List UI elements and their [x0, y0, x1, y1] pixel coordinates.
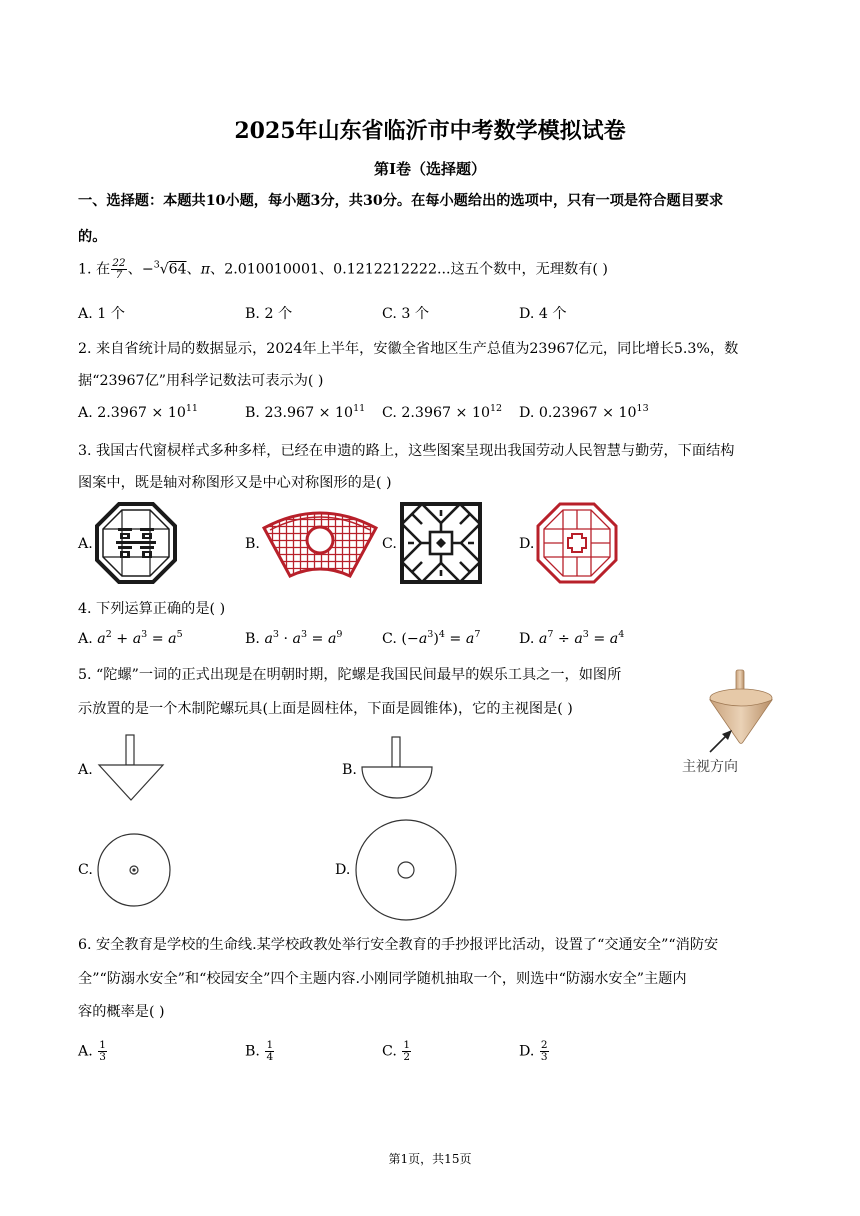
- q2-b-mant: 23.967: [264, 405, 315, 421]
- q4-c-t0: (−: [401, 631, 419, 647]
- q4-d-t2: ÷: [553, 631, 575, 647]
- question-2-line2: 据“23967亿”用科学记数法可表示为( ): [78, 373, 324, 389]
- q1-root-index: 3: [153, 259, 160, 271]
- q6-d-num: 2: [540, 1039, 548, 1051]
- q4-b-t3: a: [292, 631, 301, 647]
- q2-option-d[interactable]: [519, 405, 649, 421]
- q4-d-t0: a: [538, 631, 548, 647]
- question-5-line2: 示放置的是一个木制陀螺玩具(上面是圆柱体，下面是圆锥体)，它的主视图是( ): [78, 701, 573, 717]
- q2-a-mant: 2.3967: [97, 405, 147, 421]
- q4-c-t2: 3: [427, 629, 434, 640]
- q5-option-a-label[interactable]: A.: [78, 762, 93, 778]
- q4-d-t6: a: [609, 631, 619, 647]
- q1-prefix: 1. 在: [78, 261, 111, 278]
- q2-d-exp: 13: [636, 403, 649, 414]
- q5-option-c-figure[interactable]: [96, 832, 172, 908]
- q4-c-t5: =: [444, 631, 466, 647]
- q2-c-label: C.: [382, 405, 402, 421]
- q2-d-label: D.: [519, 405, 539, 421]
- q6-b-num: 1: [266, 1039, 274, 1051]
- page-footer: 第1页，共15页: [388, 1152, 472, 1166]
- q3-option-d-label[interactable]: D.: [519, 536, 535, 552]
- q3-option-a-label[interactable]: A.: [78, 536, 93, 552]
- q6-c-fraction: [402, 1040, 411, 1063]
- q4-b-t4: 3: [300, 629, 308, 640]
- question-6-line1: 6. 安全教育是学校的生命线.某学校政教处举行安全教育的手抄报评比活动，设置了“交通安全”“消防安: [78, 937, 719, 953]
- q2-option-c[interactable]: [382, 405, 502, 421]
- q3-option-b-fan-lattice-figure[interactable]: [262, 502, 378, 578]
- q6-b-den: 4: [266, 1051, 274, 1063]
- q3-option-d-octagon-lattice-figure[interactable]: [536, 502, 618, 584]
- q4-c-t1: a: [418, 631, 428, 647]
- q5-option-a-figure[interactable]: [98, 734, 164, 802]
- q6-a-label: A.: [78, 1043, 98, 1060]
- q4-d-label: D.: [519, 631, 539, 647]
- q1-option-d[interactable]: D. 4 个: [519, 306, 567, 322]
- view-direction-caption: 主视方向: [682, 759, 738, 775]
- q4-c-t4: 4: [438, 629, 445, 640]
- q1-sep: 、: [127, 261, 142, 278]
- question-3-line2: 图案中，既是轴对称图形又是中心对称图形的是( ): [78, 475, 392, 491]
- q4-a-t4: 3: [141, 629, 148, 640]
- q4-c-t7: 7: [474, 629, 481, 640]
- q4-b-label: B.: [245, 631, 265, 647]
- question-6-line2: 全”“防溺水安全”和“校园安全”四个主题内容.小刚同学随机抽取一个，则选中“防溺水安全”主题内: [78, 971, 687, 987]
- q3-option-a-octagon-lattice-figure[interactable]: [96, 503, 176, 583]
- q5-option-b-figure[interactable]: [361, 736, 433, 800]
- q4-a-t2: +: [111, 631, 133, 647]
- q1-option-b[interactable]: B. 2 个: [245, 306, 293, 322]
- q2-c-mant: 2.3967: [401, 405, 452, 421]
- q4-a-t5: =: [147, 631, 169, 647]
- q2-a-exp: 11: [185, 403, 198, 414]
- q6-d-label: D.: [519, 1043, 539, 1060]
- q4-a-t3: a: [132, 631, 142, 647]
- q4-option-b[interactable]: [245, 631, 342, 647]
- q6-option-a[interactable]: [78, 1040, 108, 1063]
- question-2-line1: 2. 来自省统计局的数据显示，2024年上半年，安徽全省地区生产总值为23967亿元，同比增长5.3%，数: [78, 341, 739, 357]
- q4-b-t1: 3: [272, 629, 279, 640]
- q2-d-times: × 10: [597, 405, 637, 421]
- q6-c-den: 2: [403, 1051, 411, 1063]
- q6-c-label: C.: [382, 1043, 402, 1060]
- q4-b-t7: 9: [336, 629, 343, 640]
- q2-a-label: A.: [78, 405, 98, 421]
- q2-a-times: × 10: [146, 405, 186, 421]
- section-header-line1: 一、选择题：本题共10小题，每小题3分，共30分。在每小题给出的选项中，只有一项是符合题目要求: [78, 193, 724, 209]
- q4-a-t7: 5: [176, 629, 183, 640]
- q4-option-d[interactable]: [519, 631, 624, 647]
- question-1-stem: [78, 258, 608, 281]
- section-header-line2: 的。: [78, 229, 107, 245]
- q4-b-t6: a: [327, 631, 337, 647]
- q6-b-label: B.: [245, 1043, 265, 1060]
- q4-c-t3: ): [433, 631, 439, 647]
- q5-option-d-label[interactable]: D.: [335, 862, 351, 878]
- page-subtitle: 第I卷（选择题）: [373, 160, 487, 178]
- q1-fraction: [111, 258, 126, 281]
- page-title: 2025年山东省临沂市中考数学模拟试卷: [234, 118, 626, 144]
- q4-a-label: A.: [78, 631, 98, 647]
- q4-a-t0: a: [97, 631, 106, 647]
- q1-minus: −: [141, 261, 154, 278]
- q4-c-t6: a: [465, 631, 475, 647]
- q6-d-den: 3: [540, 1051, 548, 1063]
- q1-frac-num: 22: [112, 257, 126, 269]
- q1-option-a[interactable]: A. 1 个: [78, 306, 125, 322]
- question-3-line1: 3. 我国古代窗棂样式多种多样，已经在申遗的路上，这些图案呈现出我国劳动人民智慧与勤劳，下面结构: [78, 443, 735, 459]
- q1-option-c[interactable]: C. 3 个: [382, 306, 430, 322]
- q2-b-times: × 10: [314, 405, 354, 421]
- q2-option-b[interactable]: [245, 405, 365, 421]
- question-5-line1: 5. “陀螺”一词的正式出现是在明朝时期，陀螺是我国民间最早的娱乐工具之一，如图所: [78, 667, 622, 683]
- q6-d-fraction: [540, 1040, 549, 1063]
- q4-a-t1: 2: [105, 629, 112, 640]
- q6-b-fraction: [265, 1040, 274, 1063]
- q6-option-b[interactable]: [245, 1040, 275, 1063]
- question-4-line1: 4. 下列运算正确的是( ): [78, 601, 226, 617]
- q4-c-label: C.: [382, 631, 402, 647]
- q4-d-t1: 7: [547, 629, 554, 640]
- q5-option-c-label[interactable]: C.: [78, 862, 93, 878]
- q6-c-num: 1: [403, 1039, 411, 1051]
- q3-option-b-label[interactable]: B.: [245, 536, 260, 552]
- q1-root-body: 64: [168, 261, 187, 278]
- q6-a-num: 1: [99, 1039, 106, 1051]
- q4-b-t0: a: [264, 631, 273, 647]
- q3-option-c-label[interactable]: C.: [382, 536, 397, 552]
- q3-option-c-square-lattice-figure[interactable]: [400, 502, 482, 584]
- q1-frac-den: 7: [115, 269, 123, 281]
- q6-option-d[interactable]: [519, 1040, 550, 1063]
- q1-rest-a: 、: [186, 261, 201, 278]
- q2-b-exp: 11: [353, 403, 366, 414]
- q2-c-exp: 12: [490, 403, 503, 414]
- q6-a-den: 3: [99, 1051, 106, 1063]
- q4-d-t4: 3: [582, 629, 589, 640]
- question-6-line3: 容的概率是( ): [78, 1004, 165, 1020]
- q5-option-d-figure[interactable]: [354, 818, 458, 922]
- q4-d-t5: =: [588, 631, 610, 647]
- q4-b-t2: ·: [278, 631, 293, 647]
- q1-pi: π: [200, 261, 211, 278]
- q4-d-t3: a: [574, 631, 583, 647]
- q2-b-label: B.: [245, 405, 265, 421]
- q6-option-c[interactable]: [382, 1040, 412, 1063]
- q4-b-t5: =: [307, 631, 328, 647]
- q1-rest-b: 、2.010010001、0.1212212222...这五个数中，无理数有( ): [210, 261, 608, 278]
- q1-root: √64: [159, 261, 187, 278]
- view-direction-arrow-icon: [706, 726, 736, 756]
- q4-option-a[interactable]: [78, 631, 183, 647]
- q4-d-t7: 4: [618, 629, 625, 640]
- q4-option-c[interactable]: [382, 631, 480, 647]
- q2-option-a[interactable]: [78, 405, 198, 421]
- q6-a-fraction: [98, 1040, 107, 1063]
- q5-option-b-label[interactable]: B.: [342, 762, 357, 778]
- q2-c-times: × 10: [451, 405, 490, 421]
- q4-a-t6: a: [168, 631, 177, 647]
- q2-d-mant: 0.23967: [538, 405, 598, 421]
